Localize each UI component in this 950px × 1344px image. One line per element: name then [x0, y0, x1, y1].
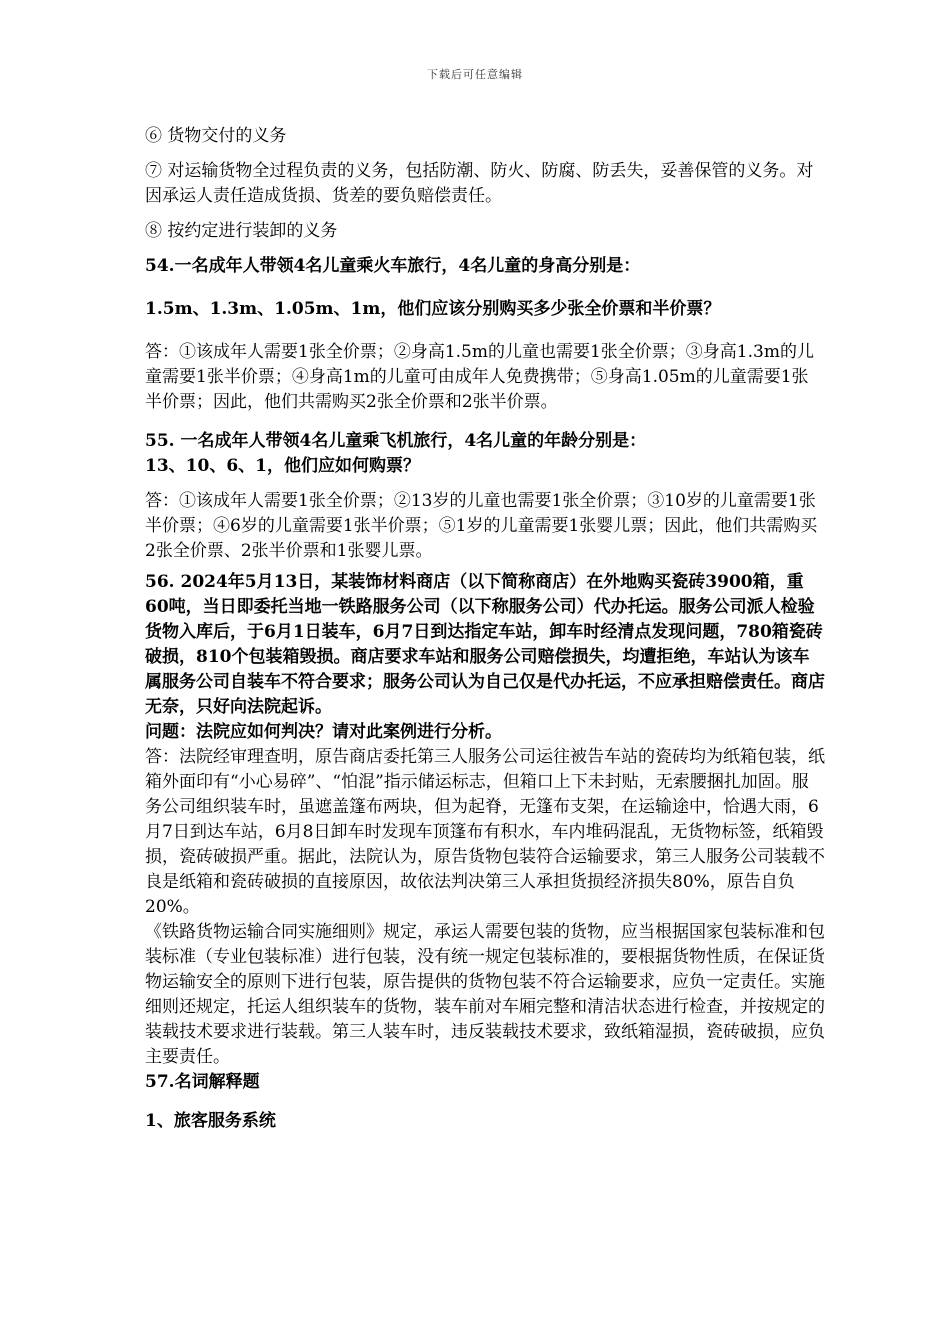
q54-line2: 1.5m、1.3m、1.05m、1m，他们应该分别购买多少张全价票和半价票？: [145, 299, 721, 319]
q56-question: 问题：法院应如何判决？请对此案例进行分析。: [145, 722, 502, 742]
q54-line1: 54.一名成年人带领4名儿童乘火车旅行，4名儿童的身高分别是：: [145, 256, 641, 276]
q55-line2: 13、10、6、1，他们应如何购票？: [145, 456, 420, 476]
q55-line1: 55. 一名成年人带领4名儿童乘飞机旅行，4名儿童的年龄分别是：: [145, 431, 647, 451]
page-header: 下载后可任意编辑: [427, 68, 523, 81]
q54-answer: 答：①该成年人需要1张全价票；②身高1.5m的儿童也需要1张全价票；③身高1.3m的儿童需要1张半价票；④身高1m的儿童可由成年人免费携带；⑤身高1.05m的儿童需要1张半价票；因此，他们共需购买2张全价票和2张半价票。: [145, 342, 814, 412]
item-7: ⑦ 对运输货物全过程负责的义务，包括防潮、防火、防腐、防丢失，妥善保管的义务。对因承运人责任造成货损、货差的要负赔偿责任。: [145, 161, 814, 206]
q56-answer-2: 《铁路货物运输合同实施细则》规定，承运人需要包装的货物，应当根据国家包装标准和包装标准（专业包装标准）进行包装，没有统一规定包装标准的，要根据货物性质，在保证货物运输安全的原则下进行包装，原告提供的货物包装不符合运输要求，应负一定责任。实施细则还规定，托运人组织装车的货物，装车前对车厢完整和清洁状态进行检查，并按规定的装载技术要求进行装载。第三人装车时，违反装载技术要求，致纸箱湿损，瓷砖破损，应负主要责任。: [145, 922, 825, 1067]
item-6: ⑥ 货物交付的义务: [145, 126, 287, 146]
q57-title: 57.名词解释题: [145, 1072, 260, 1092]
q57-item-1: 1、旅客服务系统: [145, 1111, 276, 1131]
q56-answer-1: 答：法院经审理查明，原告商店委托第三人服务公司运往被告车站的瓷砖均为纸箱包装，纸箱外面印有“小心易碎”、“怕混”指示储运标志，但箱口上下未封贴，无索腰捆扎加固。服务公司组织装车时，虽遮盖篷布两块，但为起脊，无篷布支架，在运输途中，恰遇大雨，6月7日到达车站，6月8日卸车时发现车顶篷布有积水，车内堆码混乱，无货物标签，纸箱毁损，瓷砖破损严重。据此，法院认为，原告货物包装符合运输要求，第三人服务公司装载不良是纸箱和瓷砖破损的直接原因，故依法判决第三人承担货损经济损失80%，原告自负20%。: [145, 747, 825, 917]
item-8: ⑧ 按约定进行装卸的义务: [145, 221, 338, 241]
q55-answer: 答：①该成年人需要1张全价票；②13岁的儿童也需要1张全价票；③10岁的儿童需要1张半价票；④6岁的儿童需要1张半价票；⑤1岁的儿童需要1张婴儿票；因此，他们共需购买2张全价票、2张半价票和1张婴儿票。: [145, 491, 818, 561]
document-body: [145, 124, 825, 1134]
q56-case: 56. 2024年5月13日，某装饰材料商店（以下简称商店）在外地购买瓷砖3900箱，重60吨，当日即委托当地一铁路服务公司（以下称服务公司）代办托运。服务公司派人检验货物入库后，于6月1日装车，6月7日到达指定车站，卸车时经清点发现问题，780箱瓷砖破损，810个包装箱毁损。商店要求车站和服务公司赔偿损失，均遭拒绝，车站认为该车属服务公司自装车不符合要求；服务公司认为自己仅是代办托运，不应承担赔偿责任。商店无奈，只好向法院起诉。: [145, 572, 825, 717]
